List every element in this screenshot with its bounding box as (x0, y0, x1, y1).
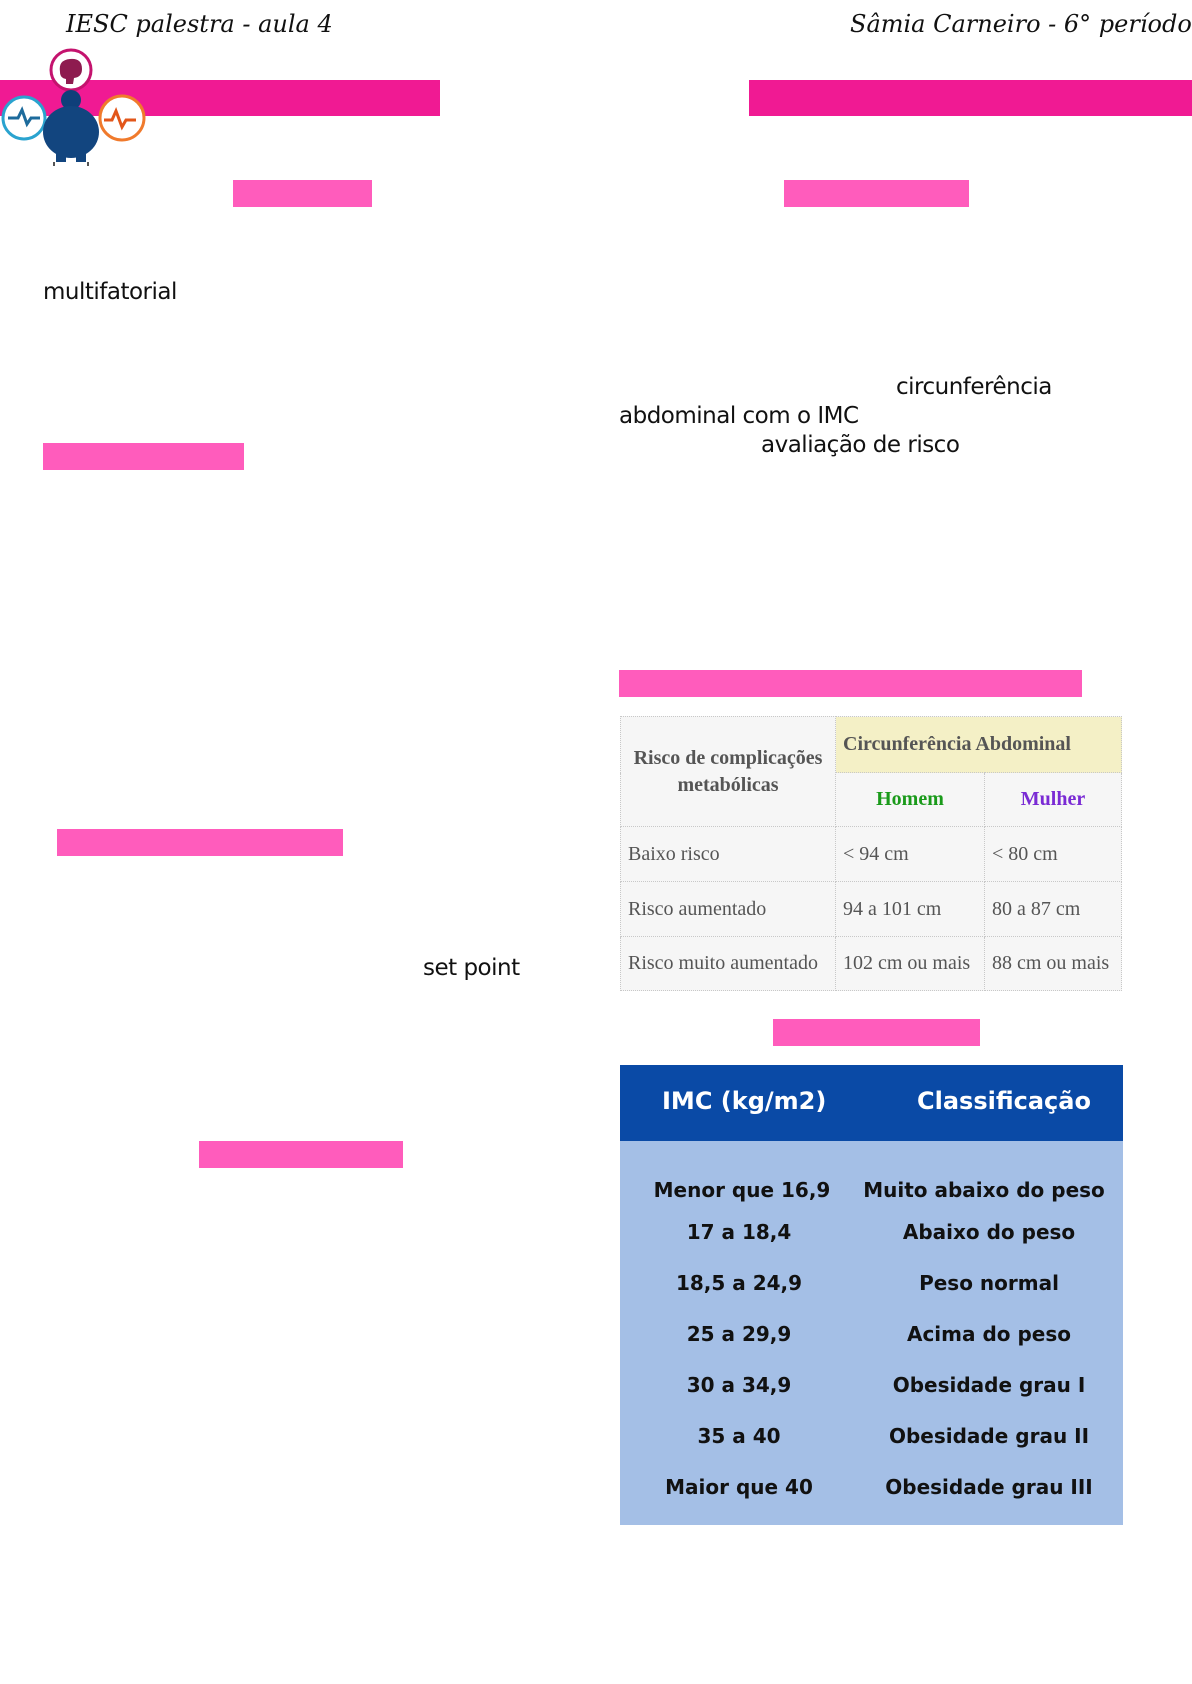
imc-class: Obesidade grau I (892, 1373, 1086, 1397)
table-row (621, 882, 1122, 937)
header-right-title: Sâmia Carneiro - 6° período (850, 10, 1192, 38)
table-row (620, 1271, 1123, 1301)
right-highlight-3 (773, 1019, 980, 1046)
imc-value: Menor que 16,9 (653, 1178, 831, 1202)
word-multifatorial: multifatorial (43, 279, 177, 305)
female-header: Mulher (985, 773, 1122, 827)
imc-table-header (620, 1065, 1123, 1141)
word-abdominal-imc: abdominal com o IMC (619, 403, 859, 429)
imc-class: Abaixo do peso (902, 1220, 1076, 1244)
obesity-mascot-icon (0, 48, 150, 166)
imc-value: 17 a 18,4 (686, 1220, 792, 1244)
table-row (620, 1220, 1123, 1250)
classification-column-header: Classificação (917, 1087, 1091, 1115)
imc-classification-table (620, 1065, 1123, 1525)
female-cell: 88 cm ou mais (985, 937, 1122, 991)
word-circunferencia: circunferência (896, 374, 1052, 400)
imc-value: Maior que 40 (665, 1475, 813, 1499)
imc-class: Peso normal (919, 1271, 1059, 1295)
male-cell: 94 a 101 cm (836, 882, 985, 937)
table-row (620, 1178, 1123, 1208)
male-cell: < 94 cm (836, 827, 985, 882)
waist-circumference-table (620, 716, 1122, 991)
circumference-group-header: Circunferência Abdominal (836, 717, 1122, 773)
imc-value: 30 a 34,9 (686, 1373, 792, 1397)
table-row (621, 827, 1122, 882)
table-row (620, 1322, 1123, 1352)
right-title-band (749, 80, 1192, 116)
risk-cell: Risco muito aumentado (621, 937, 836, 991)
right-highlight-2 (619, 670, 1082, 697)
imc-class: Obesidade grau II (888, 1424, 1090, 1448)
table-row (620, 1475, 1123, 1505)
imc-class: Muito abaixo do peso (863, 1178, 1105, 1202)
imc-value: 25 a 29,9 (686, 1322, 792, 1346)
word-set-point: set point (423, 955, 520, 981)
female-cell: < 80 cm (985, 827, 1122, 882)
left-highlight-3 (57, 829, 343, 856)
male-cell: 102 cm ou mais (836, 937, 985, 991)
imc-class: Obesidade grau III (885, 1475, 1093, 1499)
right-highlight-1 (784, 180, 969, 207)
word-avaliacao-risco: avaliação de risco (761, 432, 960, 458)
imc-column-header: IMC (kg/m2) (662, 1087, 827, 1115)
left-highlight-2 (43, 443, 244, 470)
left-highlight-1 (233, 180, 372, 207)
left-highlight-4 (199, 1141, 403, 1168)
imc-value: 18,5 a 24,9 (675, 1271, 803, 1295)
risk-cell: Baixo risco (621, 827, 836, 882)
imc-class: Acima do peso (906, 1322, 1072, 1346)
header-left-title: IESC palestra - aula 4 (66, 10, 333, 38)
female-cell: 80 a 87 cm (985, 882, 1122, 937)
imc-value: 35 a 40 (697, 1424, 781, 1448)
table-row (621, 937, 1122, 991)
risk-header: Risco de complicações metabólicas (621, 717, 836, 827)
table-row (620, 1424, 1123, 1454)
risk-cell: Risco aumentado (621, 882, 836, 937)
male-header: Homem (836, 773, 985, 827)
table-row (620, 1373, 1123, 1403)
